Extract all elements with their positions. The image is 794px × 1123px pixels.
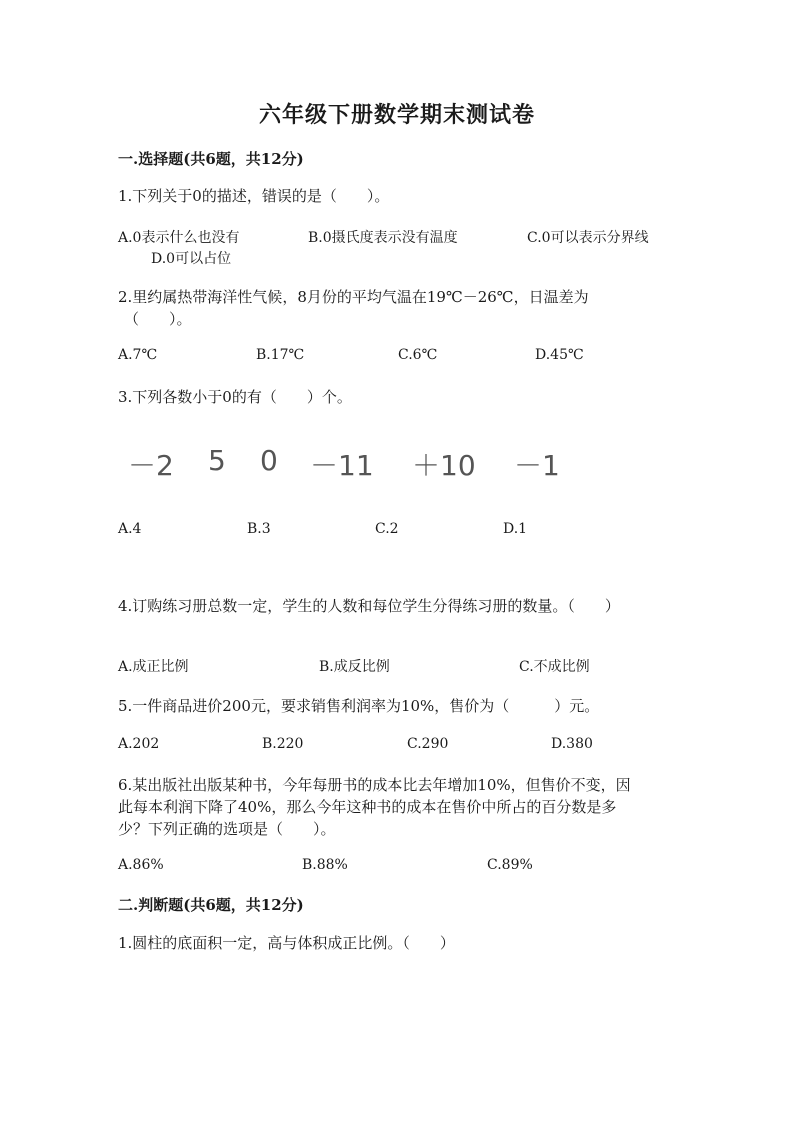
q3-option-b[interactable]: B.3 xyxy=(247,521,271,537)
number-item: ＋10 xyxy=(412,449,476,482)
number-item: －2 xyxy=(128,449,174,482)
page-title: 六年级下册数学期末测试卷 xyxy=(258,102,535,128)
q2-option-c[interactable]: C.6℃ xyxy=(398,347,438,363)
q4-option-b[interactable]: B.成反比例 xyxy=(319,659,390,675)
q5-option-a[interactable]: A.202 xyxy=(118,736,160,752)
q6-option-c[interactable]: C.89% xyxy=(487,857,533,873)
question-2-line-2: （ ）。 xyxy=(124,310,192,328)
q3-option-a[interactable]: A.4 xyxy=(118,521,142,537)
question-4: 4.订购练习册总数一定，学生的人数和每位学生分得练习册的数量。（ ） xyxy=(118,597,620,615)
number-item: －1 xyxy=(514,449,560,482)
q4-option-a[interactable]: A.成正比例 xyxy=(118,659,189,675)
section-heading-choice: 一.选择题(共6题，共12分) xyxy=(118,150,304,168)
q5-option-d[interactable]: D.380 xyxy=(551,736,593,752)
q6-option-a[interactable]: A.86% xyxy=(118,857,164,873)
question-6-line-2: 此每本利润下降了40%，那么今年这种书的成本在售价中所占的百分数是多 xyxy=(118,798,617,816)
question-3: 3.下列各数小于0的有（ ）个。 xyxy=(118,388,352,406)
q5-option-c[interactable]: C.290 xyxy=(407,736,449,752)
q1-option-a[interactable]: A.0表示什么也没有 xyxy=(118,230,240,246)
number-item: 0 xyxy=(260,444,278,477)
section-heading-judgement: 二.判断题(共6题，共12分) xyxy=(118,896,304,914)
question-5: 5.一件商品进价200元，要求销售利润率为10%，售价为（ ）元。 xyxy=(118,697,600,715)
q5-option-b[interactable]: B.220 xyxy=(262,736,304,752)
q2-option-d[interactable]: D.45℃ xyxy=(535,347,584,363)
q1-option-b[interactable]: B.0摄氏度表示没有温度 xyxy=(308,230,458,246)
question-2-line-1: 2.里约属热带海洋性气候，8月份的平均气温在19℃－26℃，日温差为 xyxy=(118,288,589,306)
number-item: －11 xyxy=(310,449,374,482)
q1-option-c[interactable]: C.0可以表示分界线 xyxy=(527,230,649,246)
q4-option-c[interactable]: C.不成比例 xyxy=(519,659,590,675)
q2-option-b[interactable]: B.17℃ xyxy=(256,347,305,363)
judgement-1: 1.圆柱的底面积一定，高与体积成正比例。（ ） xyxy=(118,934,455,952)
question-1: 1.下列关于0的描述，错误的是（ ）。 xyxy=(118,187,390,205)
number-item: 5 xyxy=(208,444,226,477)
q2-option-a[interactable]: A.7℃ xyxy=(118,347,158,363)
question-6-line-1: 6.某出版社出版某种书，今年每册书的成本比去年增加10%，但售价不变，因 xyxy=(118,776,631,794)
q3-option-c[interactable]: C.2 xyxy=(375,521,399,537)
q1-option-d[interactable]: D.0可以占位 xyxy=(151,251,232,267)
q6-option-b[interactable]: B.88% xyxy=(302,857,348,873)
question-6-line-3: 少？下列正确的选项是（ ）。 xyxy=(118,820,336,838)
q3-option-d[interactable]: D.1 xyxy=(503,521,528,537)
